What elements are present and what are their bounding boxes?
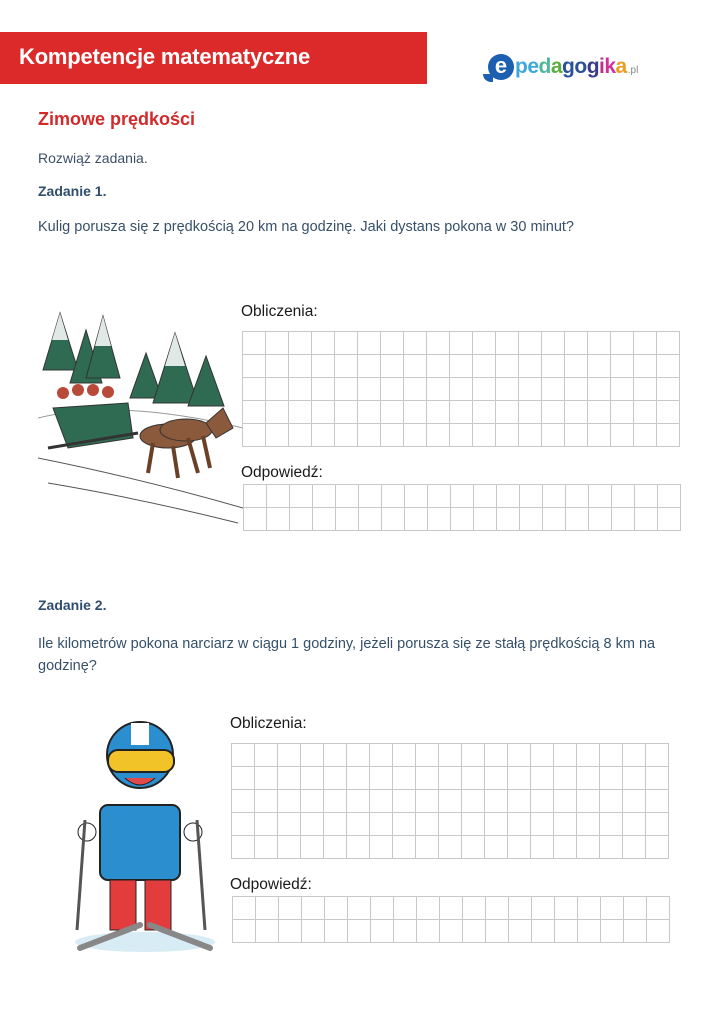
logo-suffix: .pl: [627, 65, 639, 76]
logo-e-icon: e: [488, 54, 514, 80]
logo-letter: o: [574, 55, 587, 78]
task-2-calculation-grid[interactable]: [231, 743, 669, 859]
task-1-answer-grid[interactable]: [243, 484, 681, 531]
logo-letter: e: [527, 55, 539, 78]
banner-title: Kompetencje matematyczne: [19, 44, 311, 69]
logo-letter: g: [562, 55, 575, 78]
child-skier-illustration: [65, 720, 225, 960]
instruction-text: Rozwiąż zadania.: [38, 150, 148, 166]
task-1-text: Kulig porusza się z prędkością 20 km na godzinę. Jaki dystans pokona w 30 minut?: [38, 219, 574, 235]
task-2-heading: Zadanie 2.: [38, 597, 107, 613]
worksheet-title: Zimowe prędkości: [38, 109, 196, 129]
logo-letter: k: [604, 55, 616, 78]
logo-letter: p: [515, 55, 528, 78]
task-1-calculation-grid[interactable]: [242, 331, 680, 447]
logo-letter: g: [586, 55, 600, 78]
task-2-text: Ile kilometrów pokona narciarz w ciągu 1 godziny, jeżeli porusza się ze stałą prędkością 8 km na godzinę?: [38, 636, 656, 674]
logo-letter: d: [538, 55, 551, 78]
header-banner: [0, 32, 427, 84]
task-2-answer-grid[interactable]: [232, 896, 670, 943]
task-1-answer-label: Odpowiedź:: [241, 464, 323, 481]
epedagogika-logo: [488, 46, 638, 80]
logo-letter: a: [615, 55, 627, 78]
task-2-answer-label: Odpowiedź:: [230, 876, 312, 893]
logo-letter: a: [550, 55, 563, 78]
horse-drawn-sleigh-illustration: [38, 308, 243, 528]
logo-wordmark: [515, 54, 627, 80]
logo-letter: i: [599, 55, 605, 78]
task-1-calc-label: Obliczenia:: [241, 303, 318, 320]
task-1-heading: Zadanie 1.: [38, 183, 107, 199]
task-2-calc-label: Obliczenia:: [230, 715, 307, 732]
